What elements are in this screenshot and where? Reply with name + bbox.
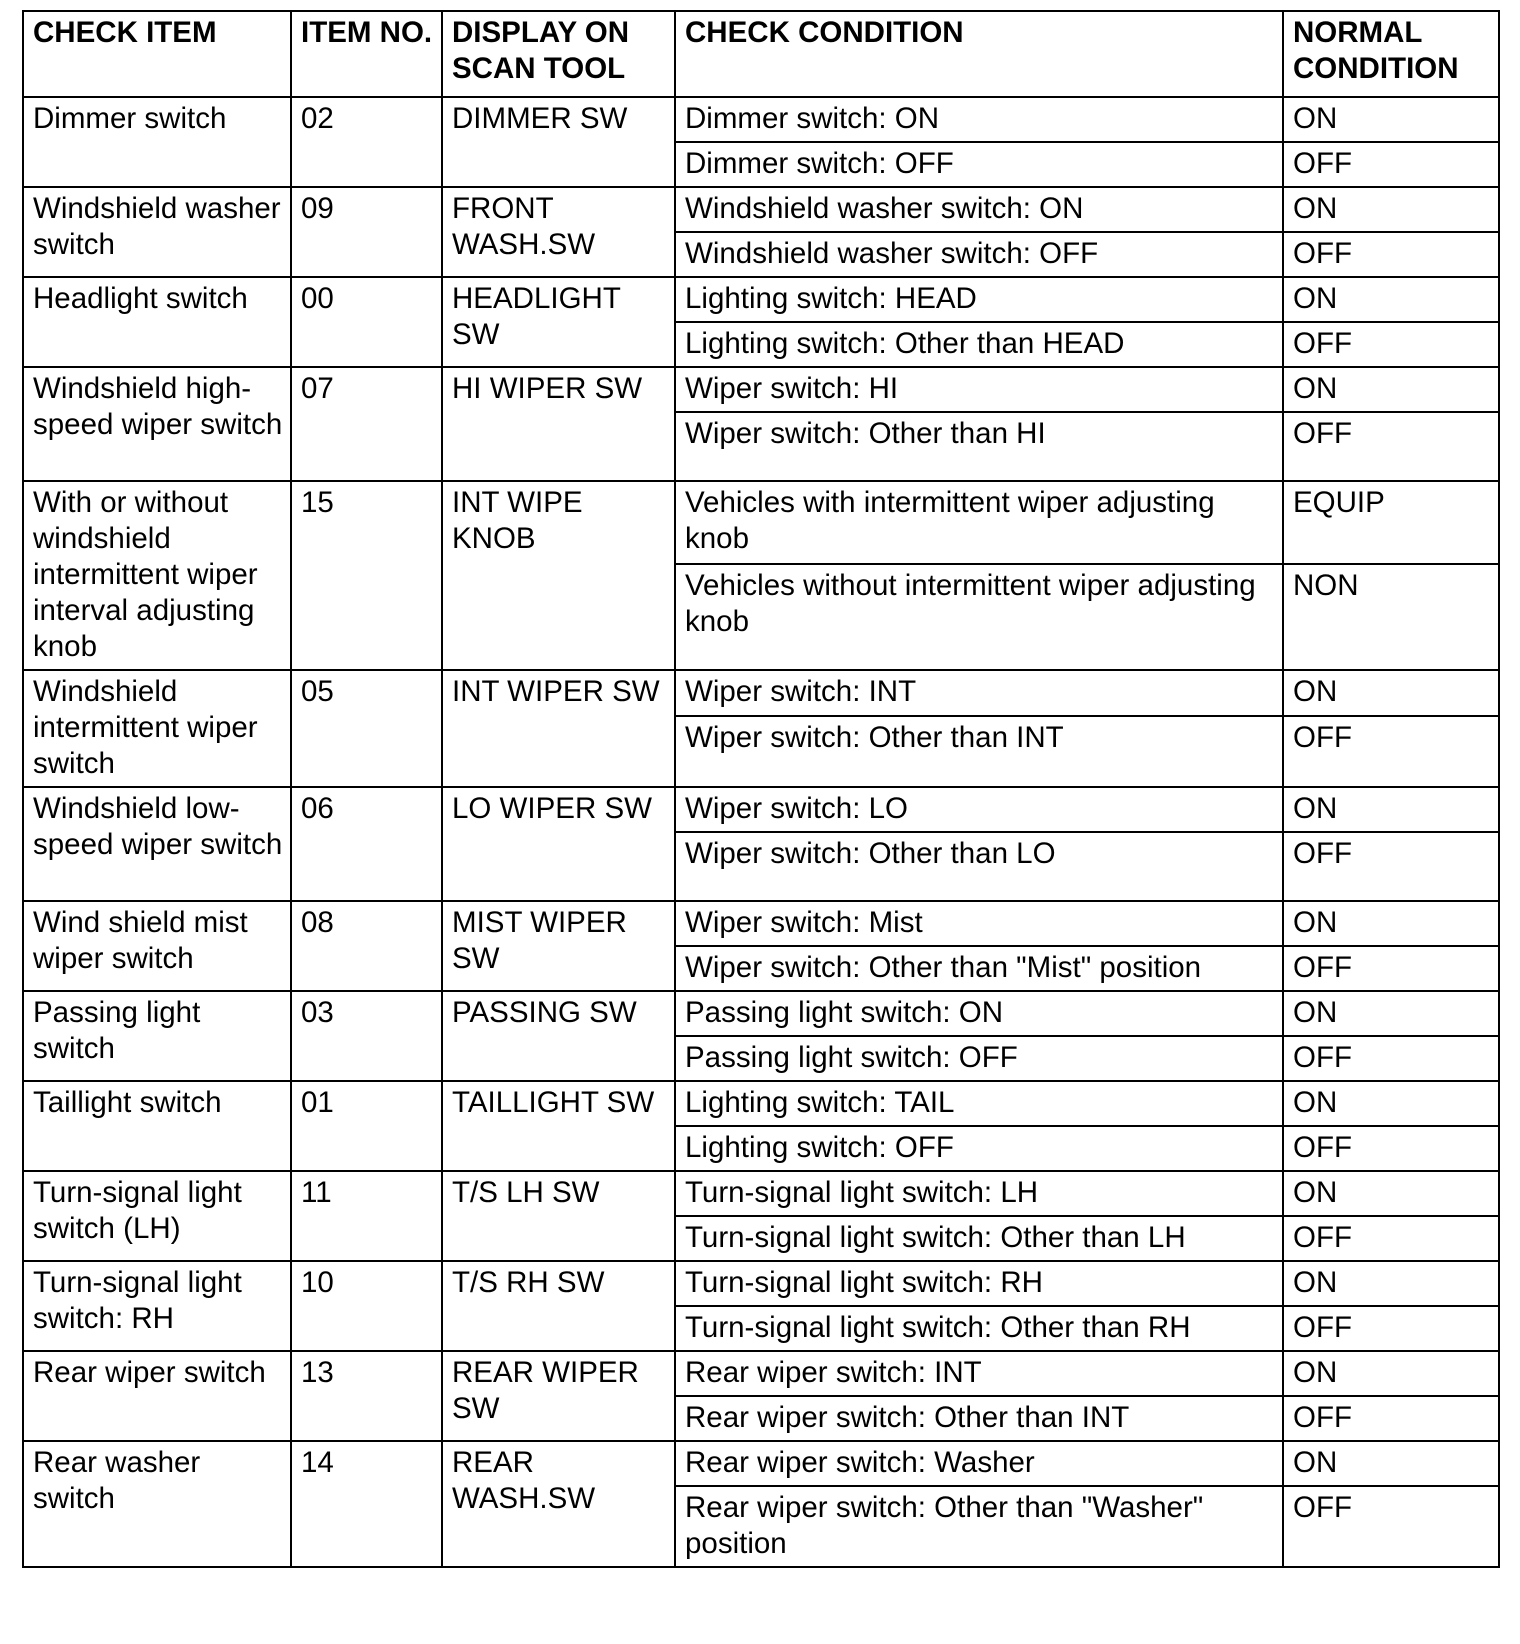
table-row	[23, 670, 1499, 716]
item-no-cell: 13	[291, 1351, 442, 1441]
check-item-cell: Rear washer switch	[23, 1441, 291, 1567]
table-row	[23, 787, 1499, 832]
header-check-condition: CHECK CONDITION	[675, 11, 1283, 97]
check-item-cell: Headlight switch	[23, 277, 291, 367]
item-no-cell: 14	[291, 1441, 442, 1567]
item-no-cell: 10	[291, 1261, 442, 1351]
check-condition-cell: Wiper switch: INT	[675, 670, 1283, 716]
item-no-cell: 15	[291, 481, 442, 670]
scan-tool-display-cell: HI WIPER SW	[442, 367, 675, 481]
item-no-cell: 03	[291, 991, 442, 1081]
scan-tool-display-cell: REAR WASH.SW	[442, 1441, 675, 1567]
check-condition-cell: Wiper switch: Mist	[675, 901, 1283, 946]
check-condition-cell: Wiper switch: LO	[675, 787, 1283, 832]
check-item-cell: Passing light switch	[23, 991, 291, 1081]
item-no-cell: 11	[291, 1171, 442, 1261]
scan-tool-display-cell: FRONT WASH.SW	[442, 187, 675, 277]
normal-condition-cell: OFF	[1283, 412, 1499, 481]
normal-condition-cell: ON	[1283, 1081, 1499, 1126]
item-no-cell: 00	[291, 277, 442, 367]
normal-condition-cell: ON	[1283, 1351, 1499, 1396]
check-condition-cell: Lighting switch: Other than HEAD	[675, 322, 1283, 367]
normal-condition-cell: ON	[1283, 787, 1499, 832]
table-row	[23, 277, 1499, 322]
scan-tool-display-cell: REAR WIPER SW	[442, 1351, 675, 1441]
header-check-item: CHECK ITEM	[23, 11, 291, 97]
check-item-cell: Taillight switch	[23, 1081, 291, 1171]
check-condition-cell: Wiper switch: Other than INT	[675, 716, 1283, 787]
check-condition-cell: Turn-signal light switch: Other than LH	[675, 1216, 1283, 1261]
table-row	[23, 1171, 1499, 1216]
check-item-cell: Turn-signal light switch (LH)	[23, 1171, 291, 1261]
check-condition-cell: Dimmer switch: ON	[675, 97, 1283, 142]
scan-tool-display-cell: LO WIPER SW	[442, 787, 675, 901]
scan-tool-display-cell: INT WIPER SW	[442, 670, 675, 787]
normal-condition-cell: ON	[1283, 277, 1499, 322]
normal-condition-cell: ON	[1283, 1441, 1499, 1486]
normal-condition-cell: OFF	[1283, 322, 1499, 367]
table-row	[23, 1261, 1499, 1306]
item-no-cell: 01	[291, 1081, 442, 1171]
normal-condition-cell: ON	[1283, 991, 1499, 1036]
item-no-cell: 02	[291, 97, 442, 187]
check-condition-cell: Windshield washer switch: ON	[675, 187, 1283, 232]
check-condition-cell: Dimmer switch: OFF	[675, 142, 1283, 187]
normal-condition-cell: NON	[1283, 564, 1499, 670]
scan-tool-display-cell: MIST WIPER SW	[442, 901, 675, 991]
normal-condition-cell: EQUIP	[1283, 481, 1499, 564]
table-row	[23, 1081, 1499, 1126]
check-item-cell: Windshield high-speed wiper switch	[23, 367, 291, 481]
check-condition-cell: Wiper switch: Other than "Mist" position	[675, 946, 1283, 991]
scan-tool-display-cell: HEADLIGHT SW	[442, 277, 675, 367]
check-condition-cell: Rear wiper switch: Other than INT	[675, 1396, 1283, 1441]
scan-tool-display-cell: TAILLIGHT SW	[442, 1081, 675, 1171]
normal-condition-cell: ON	[1283, 1261, 1499, 1306]
normal-condition-cell: OFF	[1283, 832, 1499, 901]
scan-tool-display-cell: DIMMER SW	[442, 97, 675, 187]
table-row	[23, 97, 1499, 142]
normal-condition-cell: OFF	[1283, 1126, 1499, 1171]
normal-condition-cell: OFF	[1283, 716, 1499, 787]
check-item-table	[22, 10, 1500, 1568]
check-condition-cell: Vehicles without intermittent wiper adjusting knob	[675, 564, 1283, 670]
check-condition-cell: Turn-signal light switch: RH	[675, 1261, 1283, 1306]
check-condition-cell: Windshield washer switch: OFF	[675, 232, 1283, 277]
check-condition-cell: Rear wiper switch: INT	[675, 1351, 1283, 1396]
item-no-cell: 07	[291, 367, 442, 481]
check-item-cell: Windshield washer switch	[23, 187, 291, 277]
scan-tool-display-cell: T/S LH SW	[442, 1171, 675, 1261]
scan-tool-display-cell: INT WIPE KNOB	[442, 481, 675, 670]
table-row	[23, 481, 1499, 564]
normal-condition-cell: OFF	[1283, 1396, 1499, 1441]
normal-condition-cell: ON	[1283, 97, 1499, 142]
check-item-cell: Windshield intermittent wiper switch	[23, 670, 291, 787]
header-item-no: ITEM NO.	[291, 11, 442, 97]
item-no-cell: 09	[291, 187, 442, 277]
header-display-on-scan-tool: DISPLAY ON SCAN TOOL	[442, 11, 675, 97]
scan-tool-display-cell: PASSING SW	[442, 991, 675, 1081]
check-condition-cell: Wiper switch: Other than LO	[675, 832, 1283, 901]
normal-condition-cell: ON	[1283, 187, 1499, 232]
normal-condition-cell: OFF	[1283, 142, 1499, 187]
item-no-cell: 06	[291, 787, 442, 901]
normal-condition-cell: ON	[1283, 670, 1499, 716]
check-item-cell: Wind shield mist wiper switch	[23, 901, 291, 991]
normal-condition-cell: OFF	[1283, 1486, 1499, 1567]
table-row	[23, 367, 1499, 412]
table-header	[23, 11, 1499, 97]
check-condition-cell: Lighting switch: OFF	[675, 1126, 1283, 1171]
normal-condition-cell: OFF	[1283, 232, 1499, 277]
normal-condition-cell: ON	[1283, 901, 1499, 946]
check-condition-cell: Lighting switch: HEAD	[675, 277, 1283, 322]
check-item-cell: Windshield low-speed wiper switch	[23, 787, 291, 901]
check-condition-cell: Wiper switch: Other than HI	[675, 412, 1283, 481]
normal-condition-cell: OFF	[1283, 1216, 1499, 1261]
item-no-cell: 05	[291, 670, 442, 787]
scan-tool-display-cell: T/S RH SW	[442, 1261, 675, 1351]
check-item-cell: Rear wiper switch	[23, 1351, 291, 1441]
normal-condition-cell: ON	[1283, 1171, 1499, 1216]
check-condition-cell: Turn-signal light switch: LH	[675, 1171, 1283, 1216]
check-item-cell: With or without windshield intermittent wiper interval adjusting knob	[23, 481, 291, 670]
header-row	[23, 11, 1499, 97]
check-condition-cell: Wiper switch: HI	[675, 367, 1283, 412]
check-item-cell: Dimmer switch	[23, 97, 291, 187]
table-row	[23, 1351, 1499, 1396]
check-condition-cell: Passing light switch: OFF	[675, 1036, 1283, 1081]
normal-condition-cell: ON	[1283, 367, 1499, 412]
normal-condition-cell: OFF	[1283, 946, 1499, 991]
table-body	[23, 97, 1499, 1567]
check-condition-cell: Vehicles with intermittent wiper adjusting knob	[675, 481, 1283, 564]
check-condition-cell: Rear wiper switch: Washer	[675, 1441, 1283, 1486]
normal-condition-cell: OFF	[1283, 1036, 1499, 1081]
table-row	[23, 187, 1499, 232]
check-condition-cell: Passing light switch: ON	[675, 991, 1283, 1036]
normal-condition-cell: OFF	[1283, 1306, 1499, 1351]
header-normal-condition: NORMAL CONDITION	[1283, 11, 1499, 97]
check-condition-cell: Lighting switch: TAIL	[675, 1081, 1283, 1126]
table-row	[23, 991, 1499, 1036]
check-item-cell: Turn-signal light switch: RH	[23, 1261, 291, 1351]
table-row	[23, 901, 1499, 946]
table-row	[23, 1441, 1499, 1486]
check-condition-cell: Turn-signal light switch: Other than RH	[675, 1306, 1283, 1351]
check-condition-cell: Rear wiper switch: Other than "Washer" position	[675, 1486, 1283, 1567]
item-no-cell: 08	[291, 901, 442, 991]
